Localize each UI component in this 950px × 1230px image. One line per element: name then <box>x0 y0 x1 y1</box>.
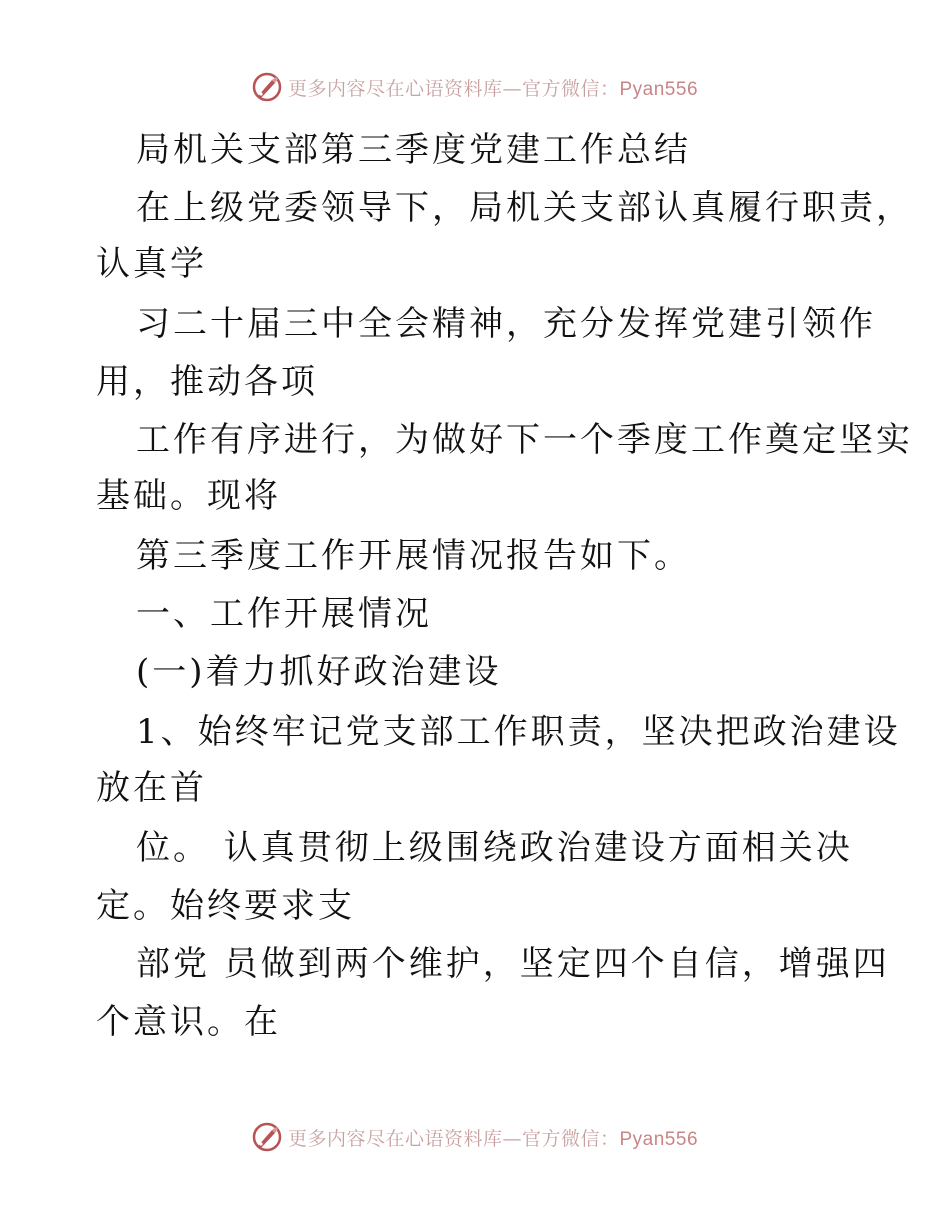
footer-watermark <box>0 1122 950 1152</box>
subsection-heading: (一)着力抓好政治建设 <box>136 652 502 692</box>
watermark-id: Pyan556 <box>619 78 699 100</box>
watermark-id: Pyan556 <box>619 1128 699 1150</box>
paragraph-line: 第三季度工作开展情况报告如下。 <box>136 536 691 576</box>
header-watermark <box>0 72 950 102</box>
paragraph-line: 放在首 <box>96 768 207 808</box>
paragraph-line: 工作有序进行，为做好下一个季度工作奠定坚实 <box>136 420 913 460</box>
paragraph-line: 位。 认真贯彻上级围绕政治建设方面相关决 <box>136 828 853 868</box>
paragraph-line: 在上级党委领导下，局机关支部认真履行职责， <box>136 188 913 228</box>
paragraph-line: 认真学 <box>96 244 207 284</box>
paragraph-line: 个意识。在 <box>96 1002 281 1042</box>
watermark-brand: 更多内容尽在心语资料库—官方微信： <box>287 1127 620 1150</box>
watermark-text <box>288 1124 698 1151</box>
paragraph-line: 定。始终要求支 <box>96 886 355 926</box>
watermark-text <box>288 74 698 101</box>
paragraph-line: 1、始终牢记党支部工作职责，坚决把政治建设 <box>136 712 901 752</box>
paragraph-line: 部党 员做到两个维护，坚定四个自信，增强四 <box>136 944 890 984</box>
paragraph-line: 习二十届三中全会精神，充分发挥党建引领作 <box>136 304 876 344</box>
pen-logo-icon <box>252 72 282 102</box>
pen-logo-icon <box>252 1122 282 1152</box>
paragraph-line: 基础。现将 <box>96 476 281 516</box>
document-title: 局机关支部第三季度党建工作总结 <box>136 130 691 170</box>
section-heading: 一、工作开展情况 <box>136 594 432 634</box>
paragraph-line: 用，推动各项 <box>96 362 318 402</box>
watermark-brand: 更多内容尽在心语资料库—官方微信： <box>287 77 620 100</box>
